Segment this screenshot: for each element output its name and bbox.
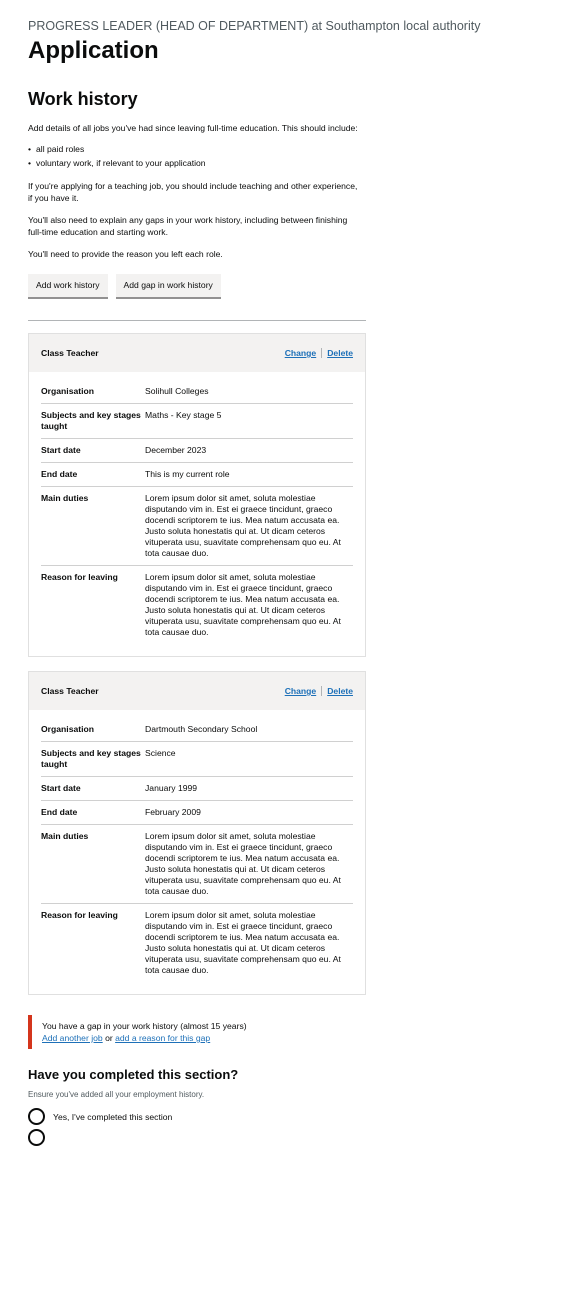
change-link[interactable]: Change — [284, 348, 317, 358]
job-card — [28, 671, 366, 995]
add-gap-reason-link[interactable]: add a reason for this gap — [115, 1033, 211, 1043]
row-value: January 1999 — [145, 783, 198, 793]
gap-notice — [28, 1015, 342, 1049]
add-another-job-link[interactable]: Add another job — [42, 1033, 103, 1043]
radio-button[interactable] — [28, 1108, 45, 1125]
summary-row-end-date — [41, 801, 353, 825]
action-separator — [321, 348, 322, 358]
card-header — [29, 672, 365, 710]
completion-question: Have you completed this section? — [28, 1067, 239, 1082]
action-buttons — [28, 274, 538, 297]
row-key: Main duties — [41, 831, 89, 841]
row-value: February 2009 — [145, 807, 201, 817]
row-value: Lorem ipsum dolor sit amet, soluta molestiae disputando vim in. Est ei graece tincidunt, graeco docendi scriptorem te ius. Mea natum accusata ea. Justo soluta honestatis qui at. Ut dicam ceteros vituperata usu, suavitate comprehensam quo eu. At tota causae duo. — [145, 910, 341, 975]
row-key: Subjects and key stages taught — [41, 748, 141, 769]
row-value: Science — [145, 748, 176, 758]
card-header — [29, 334, 365, 372]
summary-row-start-date — [41, 777, 353, 801]
summary-row-reason-leaving — [41, 904, 353, 982]
summary-row-subjects — [41, 742, 353, 777]
list-item: • voluntary work, if relevant to your application — [28, 156, 538, 170]
radio-option-partial[interactable] — [28, 1129, 538, 1146]
row-key: Start date — [41, 445, 81, 455]
row-value: December 2023 — [145, 445, 207, 455]
row-key: End date — [41, 807, 78, 817]
summary-row-organisation — [41, 718, 353, 742]
summary-row-main-duties — [41, 825, 353, 904]
summary-row-subjects — [41, 404, 353, 439]
intro-text: Add details of all jobs you've had since leaving full-time education. This should include: — [28, 123, 358, 133]
summary-row-start-date — [41, 439, 353, 463]
radio-label: Yes, I've completed this section — [53, 1111, 173, 1122]
summary-row-organisation — [41, 380, 353, 404]
job-title: Class Teacher — [41, 686, 99, 696]
page-title: Application — [28, 37, 159, 64]
row-key: End date — [41, 469, 78, 479]
row-key: Reason for leaving — [41, 572, 118, 582]
job-caption: PROGRESS LEADER (HEAD OF DEPARTMENT) at Southampton local authority — [28, 19, 481, 33]
row-key: Main duties — [41, 493, 89, 503]
job-card — [28, 333, 366, 657]
action-separator — [321, 686, 322, 696]
row-value: Lorem ipsum dolor sit amet, soluta molestiae disputando vim in. Est ei graece tincidunt, graeco docendi scriptorem te ius. Mea natum accusata ea. Justo soluta honestatis qui at. Ut dicam ceteros vituperata usu, suavitate comprehensam quo eu. At tota causae duo. — [145, 831, 341, 896]
row-value: Lorem ipsum dolor sit amet, soluta molestiae disputando vim in. Est ei graece tincidunt, graeco docendi scriptorem te ius. Mea natum accusata ea. Justo soluta honestatis qui at. Ut dicam ceteros vituperata usu, suavitate comprehensam quo eu. At tota causae duo. — [145, 572, 341, 637]
gap-notice-text: You have a gap in your work history (almost 15 years) — [42, 1021, 247, 1031]
job-title: Class Teacher — [41, 348, 99, 358]
add-work-history-button[interactable]: Add work history — [28, 274, 108, 297]
or-text: or — [102, 1033, 116, 1043]
row-value: This is my current role — [145, 469, 230, 479]
gaps-paragraph: You'll also need to explain any gaps in your work history, including between finishing full-time education and starting work. — [28, 215, 348, 237]
summary-row-end-date — [41, 463, 353, 487]
summary-list — [29, 710, 365, 994]
gap-notice-links — [42, 1032, 342, 1044]
summary-row-reason-leaving — [41, 566, 353, 644]
card-actions — [285, 686, 353, 696]
row-key: Subjects and key stages taught — [41, 410, 141, 431]
summary-list — [29, 372, 365, 656]
row-key: Organisation — [41, 724, 95, 734]
teaching-paragraph: If you're applying for a teaching job, you should include teaching and other experience, if you have it. — [28, 181, 358, 203]
row-key: Organisation — [41, 386, 95, 396]
row-value: Lorem ipsum dolor sit amet, soluta molestiae disputando vim in. Est ei graece tincidunt, graeco docendi scriptorem te ius. Mea natum accusata ea. Justo soluta honestatis qui at. Ut dicam ceteros vituperata usu, suavitate comprehensam quo eu. At tota causae duo. — [145, 493, 341, 558]
row-key: Reason for leaving — [41, 910, 118, 920]
section-divider — [28, 320, 366, 321]
row-value: Solihull Colleges — [145, 386, 209, 396]
change-link[interactable]: Change — [284, 686, 317, 696]
section-title: Work history — [28, 89, 138, 109]
row-key: Start date — [41, 783, 81, 793]
add-gap-button[interactable]: Add gap in work history — [116, 274, 221, 297]
radio-option-yes[interactable] — [28, 1108, 538, 1125]
include-list — [28, 142, 538, 170]
list-item: • all paid roles — [28, 142, 538, 156]
reason-paragraph: You'll need to provide the reason you left each role. — [28, 249, 223, 259]
row-value: Dartmouth Secondary School — [145, 724, 258, 734]
card-actions — [285, 348, 353, 358]
row-value: Maths - Key stage 5 — [145, 410, 222, 420]
delete-link[interactable]: Delete — [327, 348, 353, 358]
radio-button[interactable] — [28, 1129, 45, 1146]
summary-row-main-duties — [41, 487, 353, 566]
delete-link[interactable]: Delete — [327, 686, 353, 696]
completion-hint: Ensure you've added all your employment history. — [28, 1090, 205, 1099]
